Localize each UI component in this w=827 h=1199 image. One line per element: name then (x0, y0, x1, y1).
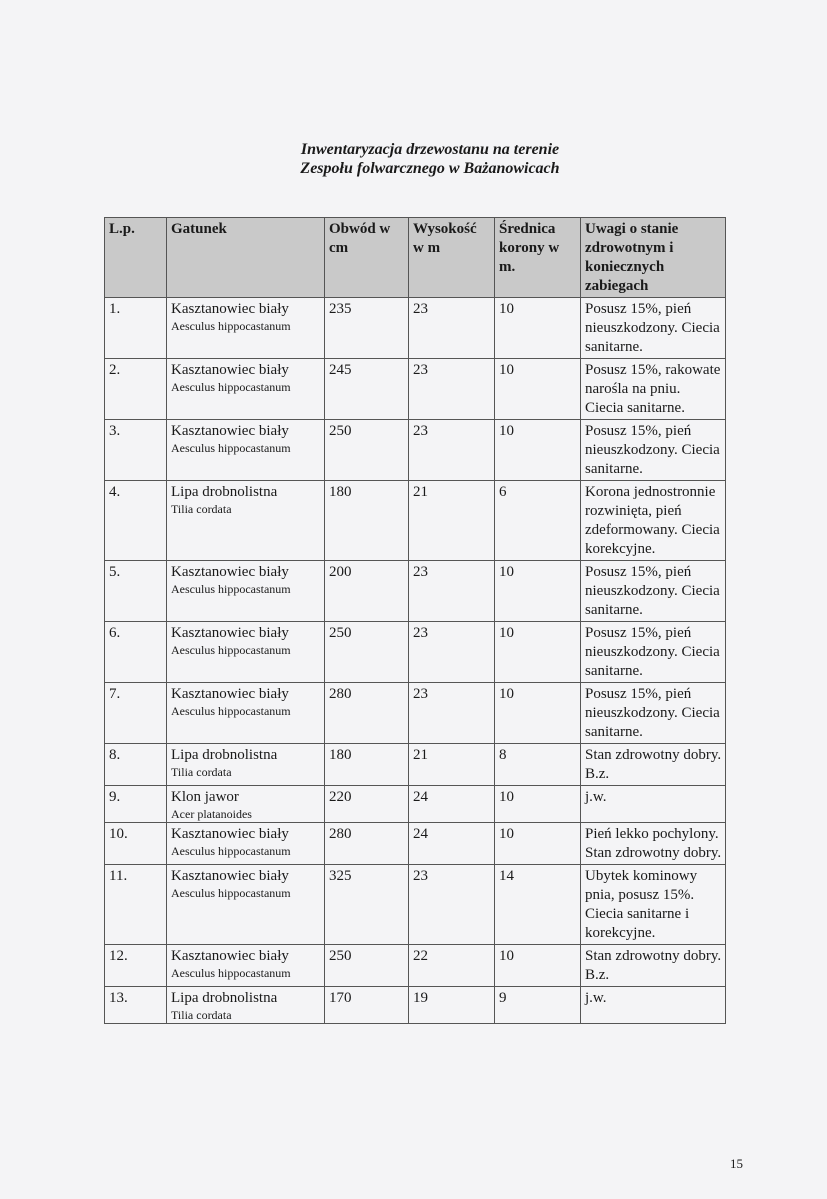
cell-wysokosc (409, 683, 495, 744)
cell-uwagi-text: Posusz 15%, pień nieuszkodzony. Ciecia sanitarne. (585, 625, 720, 679)
cell-lp (105, 481, 167, 561)
cell-uwagi (581, 298, 726, 359)
species-name: Kasztanowiec biały (171, 948, 289, 964)
cell-wysokosc (409, 420, 495, 481)
table-row (105, 823, 726, 865)
cell-srednica-text: 14 (499, 868, 514, 884)
cell-wysokosc (409, 622, 495, 683)
cell-wysokosc-text: 23 (413, 564, 428, 580)
cell-lp (105, 622, 167, 683)
species-name: Kasztanowiec biały (171, 423, 289, 439)
table-row (105, 683, 726, 744)
cell-lp-text: 1. (109, 301, 121, 317)
species-latin: Aesculus hippocastanum (171, 582, 291, 596)
species-name: Kasztanowiec biały (171, 362, 289, 378)
document-title (0, 140, 827, 178)
cell-uwagi (581, 359, 726, 420)
cell-srednica (495, 683, 581, 744)
cell-lp-text: 6. (109, 625, 121, 641)
species-latin: Tilia cordata (171, 502, 232, 516)
cell-lp-text: 13. (109, 990, 128, 1006)
table-row (105, 744, 726, 786)
cell-obwod-text: 250 (329, 625, 352, 641)
cell-gatunek (167, 744, 325, 786)
cell-lp (105, 823, 167, 865)
cell-obwod (325, 561, 409, 622)
table-body (105, 298, 726, 1024)
header-uwagi: Uwagi o stanie zdrowotnym i koniecznych zabiegach (581, 218, 726, 298)
species-name: Lipa drobnolistna (171, 990, 278, 1006)
cell-srednica (495, 744, 581, 786)
cell-obwod-text: 325 (329, 868, 352, 884)
cell-wysokosc-text: 23 (413, 362, 428, 378)
cell-srednica-text: 10 (499, 948, 514, 964)
cell-wysokosc (409, 298, 495, 359)
species-latin: Aesculus hippocastanum (171, 966, 291, 980)
cell-uwagi-text: Korona jednostronnie rozwinięta, pień zdeformowany. Ciecia korekcyjne. (585, 484, 720, 557)
cell-gatunek (167, 561, 325, 622)
cell-gatunek (167, 945, 325, 987)
cell-obwod (325, 420, 409, 481)
cell-gatunek (167, 683, 325, 744)
species-latin: Tilia cordata (171, 1008, 232, 1022)
cell-wysokosc-text: 19 (413, 990, 428, 1006)
cell-wysokosc-text: 23 (413, 423, 428, 439)
cell-srednica (495, 865, 581, 945)
cell-wysokosc-text: 23 (413, 686, 428, 702)
cell-gatunek (167, 359, 325, 420)
cell-srednica-text: 8 (499, 747, 507, 763)
cell-uwagi (581, 420, 726, 481)
cell-uwagi (581, 987, 726, 1024)
species-latin: Aesculus hippocastanum (171, 643, 291, 657)
cell-wysokosc (409, 359, 495, 420)
cell-srednica (495, 359, 581, 420)
cell-uwagi (581, 622, 726, 683)
header-obwod: Obwód w cm (325, 218, 409, 298)
cell-uwagi-text: Posusz 15%, pień nieuszkodzony. Ciecia sanitarne. (585, 301, 720, 355)
cell-srednica-text: 10 (499, 625, 514, 641)
cell-uwagi-text: Posusz 15%, pień nieuszkodzony. Ciecia sanitarne. (585, 564, 720, 618)
cell-srednica-text: 10 (499, 362, 514, 378)
cell-uwagi (581, 786, 726, 823)
cell-uwagi-text: Stan zdrowotny dobry. B.z. (585, 747, 722, 782)
cell-lp (105, 865, 167, 945)
cell-uwagi (581, 945, 726, 987)
cell-lp (105, 786, 167, 823)
table-row (105, 359, 726, 420)
cell-gatunek (167, 865, 325, 945)
cell-wysokosc-text: 21 (413, 747, 428, 763)
cell-obwod-text: 280 (329, 826, 352, 842)
cell-gatunek (167, 481, 325, 561)
cell-obwod (325, 298, 409, 359)
cell-srednica (495, 823, 581, 865)
title-line-1: Inwentaryzacja drzewostanu na terenie (300, 141, 560, 158)
header-srednica: Średnica korony w m. (495, 218, 581, 298)
cell-obwod-text: 200 (329, 564, 352, 580)
cell-lp-text: 10. (109, 826, 128, 842)
table-row (105, 622, 726, 683)
cell-lp (105, 420, 167, 481)
cell-srednica (495, 298, 581, 359)
cell-wysokosc-text: 24 (413, 789, 428, 805)
table-row (105, 481, 726, 561)
cell-gatunek (167, 420, 325, 481)
cell-srednica (495, 420, 581, 481)
cell-wysokosc (409, 786, 495, 823)
cell-lp-text: 8. (109, 747, 121, 763)
cell-lp-text: 2. (109, 362, 121, 378)
species-name: Lipa drobnolistna (171, 484, 278, 500)
species-latin: Aesculus hippocastanum (171, 886, 291, 900)
cell-gatunek (167, 823, 325, 865)
cell-uwagi (581, 683, 726, 744)
cell-srednica-text: 10 (499, 826, 514, 842)
cell-srednica (495, 622, 581, 683)
cell-uwagi-text: Posusz 15%, rakowate narośla na pniu. Ciecia sanitarne. (585, 362, 721, 416)
cell-obwod-text: 180 (329, 484, 352, 500)
cell-lp-text: 11. (109, 868, 128, 884)
cell-wysokosc (409, 481, 495, 561)
cell-uwagi-text: j.w. (585, 789, 607, 805)
cell-lp (105, 945, 167, 987)
species-latin: Aesculus hippocastanum (171, 380, 291, 394)
cell-lp (105, 298, 167, 359)
cell-wysokosc (409, 987, 495, 1024)
species-latin: Aesculus hippocastanum (171, 441, 291, 455)
cell-lp-text: 12. (109, 948, 128, 964)
cell-gatunek (167, 298, 325, 359)
cell-lp-text: 9. (109, 789, 121, 805)
species-latin: Aesculus hippocastanum (171, 704, 291, 718)
tree-inventory-table (104, 217, 726, 1024)
table-row (105, 786, 726, 823)
cell-srednica-text: 10 (499, 423, 514, 439)
species-name: Kasztanowiec biały (171, 826, 289, 842)
header-lp: L.p. (105, 218, 167, 298)
species-name: Kasztanowiec biały (171, 564, 289, 580)
species-name: Kasztanowiec biały (171, 301, 289, 317)
cell-lp (105, 987, 167, 1024)
cell-obwod-text: 180 (329, 747, 352, 763)
cell-obwod-text: 250 (329, 948, 352, 964)
cell-gatunek (167, 622, 325, 683)
cell-wysokosc-text: 23 (413, 868, 428, 884)
species-name: Kasztanowiec biały (171, 625, 289, 641)
cell-lp-text: 4. (109, 484, 121, 500)
table-row (105, 945, 726, 987)
cell-uwagi (581, 744, 726, 786)
cell-obwod-text: 250 (329, 423, 352, 439)
cell-lp (105, 359, 167, 420)
cell-obwod-text: 245 (329, 362, 352, 378)
cell-srednica (495, 481, 581, 561)
cell-wysokosc-text: 23 (413, 625, 428, 641)
cell-obwod (325, 987, 409, 1024)
cell-obwod-text: 280 (329, 686, 352, 702)
cell-uwagi-text: Ubytek kominowy pnia, posusz 15%. Ciecia sanitarne i korekcyjne. (585, 868, 698, 941)
title-line-2: Zespołu folwarcznego w Bażanowicach (300, 160, 560, 177)
cell-lp-text: 5. (109, 564, 121, 580)
cell-wysokosc (409, 865, 495, 945)
species-latin: Tilia cordata (171, 765, 232, 779)
species-latin: Acer platanoides (171, 807, 252, 821)
cell-wysokosc (409, 561, 495, 622)
cell-lp (105, 561, 167, 622)
cell-uwagi-text: j.w. (585, 990, 607, 1006)
header-wysokosc: Wysokość w m (409, 218, 495, 298)
cell-srednica (495, 945, 581, 987)
cell-uwagi-text: Stan zdrowotny dobry. B.z. (585, 948, 722, 983)
table-row (105, 420, 726, 481)
table-row (105, 561, 726, 622)
cell-obwod-text: 235 (329, 301, 352, 317)
cell-wysokosc (409, 945, 495, 987)
cell-srednica-text: 10 (499, 301, 514, 317)
table-row (105, 987, 726, 1024)
cell-wysokosc-text: 22 (413, 948, 428, 964)
cell-wysokosc-text: 24 (413, 826, 428, 842)
cell-uwagi (581, 823, 726, 865)
cell-srednica (495, 786, 581, 823)
cell-uwagi-text: Posusz 15%, pień nieuszkodzony. Ciecia sanitarne. (585, 423, 720, 477)
page-number: 15 (730, 1156, 743, 1171)
cell-uwagi (581, 561, 726, 622)
cell-lp-text: 3. (109, 423, 121, 439)
species-latin: Aesculus hippocastanum (171, 844, 291, 858)
cell-obwod-text: 170 (329, 990, 352, 1006)
table-row (105, 865, 726, 945)
table-row (105, 298, 726, 359)
species-name: Klon jawor (171, 789, 239, 805)
cell-gatunek (167, 786, 325, 823)
cell-srednica (495, 561, 581, 622)
cell-obwod (325, 683, 409, 744)
cell-lp (105, 744, 167, 786)
cell-obwod (325, 359, 409, 420)
cell-obwod-text: 220 (329, 789, 352, 805)
cell-wysokosc-text: 21 (413, 484, 428, 500)
cell-obwod (325, 823, 409, 865)
cell-obwod (325, 622, 409, 683)
cell-uwagi-text: Posusz 15%, pień nieuszkodzony. Ciecia sanitarne. (585, 686, 720, 740)
cell-srednica (495, 987, 581, 1024)
cell-uwagi (581, 481, 726, 561)
cell-srednica-text: 10 (499, 564, 514, 580)
cell-obwod (325, 786, 409, 823)
cell-srednica-text: 10 (499, 686, 514, 702)
cell-obwod (325, 865, 409, 945)
cell-srednica-text: 10 (499, 789, 514, 805)
cell-wysokosc-text: 23 (413, 301, 428, 317)
cell-obwod (325, 945, 409, 987)
cell-srednica-text: 9 (499, 990, 507, 1006)
species-name: Kasztanowiec biały (171, 868, 289, 884)
cell-obwod (325, 481, 409, 561)
cell-lp (105, 683, 167, 744)
cell-lp-text: 7. (109, 686, 121, 702)
cell-wysokosc (409, 744, 495, 786)
species-name: Lipa drobnolistna (171, 747, 278, 763)
cell-uwagi-text: Pień lekko pochylony. Stan zdrowotny dobry. (585, 826, 722, 861)
cell-obwod (325, 744, 409, 786)
cell-srednica-text: 6 (499, 484, 507, 500)
species-name: Kasztanowiec biały (171, 686, 289, 702)
cell-uwagi (581, 865, 726, 945)
header-gatunek: Gatunek (167, 218, 325, 298)
cell-gatunek (167, 987, 325, 1024)
table-header-row (105, 218, 726, 298)
species-latin: Aesculus hippocastanum (171, 319, 291, 333)
cell-wysokosc (409, 823, 495, 865)
